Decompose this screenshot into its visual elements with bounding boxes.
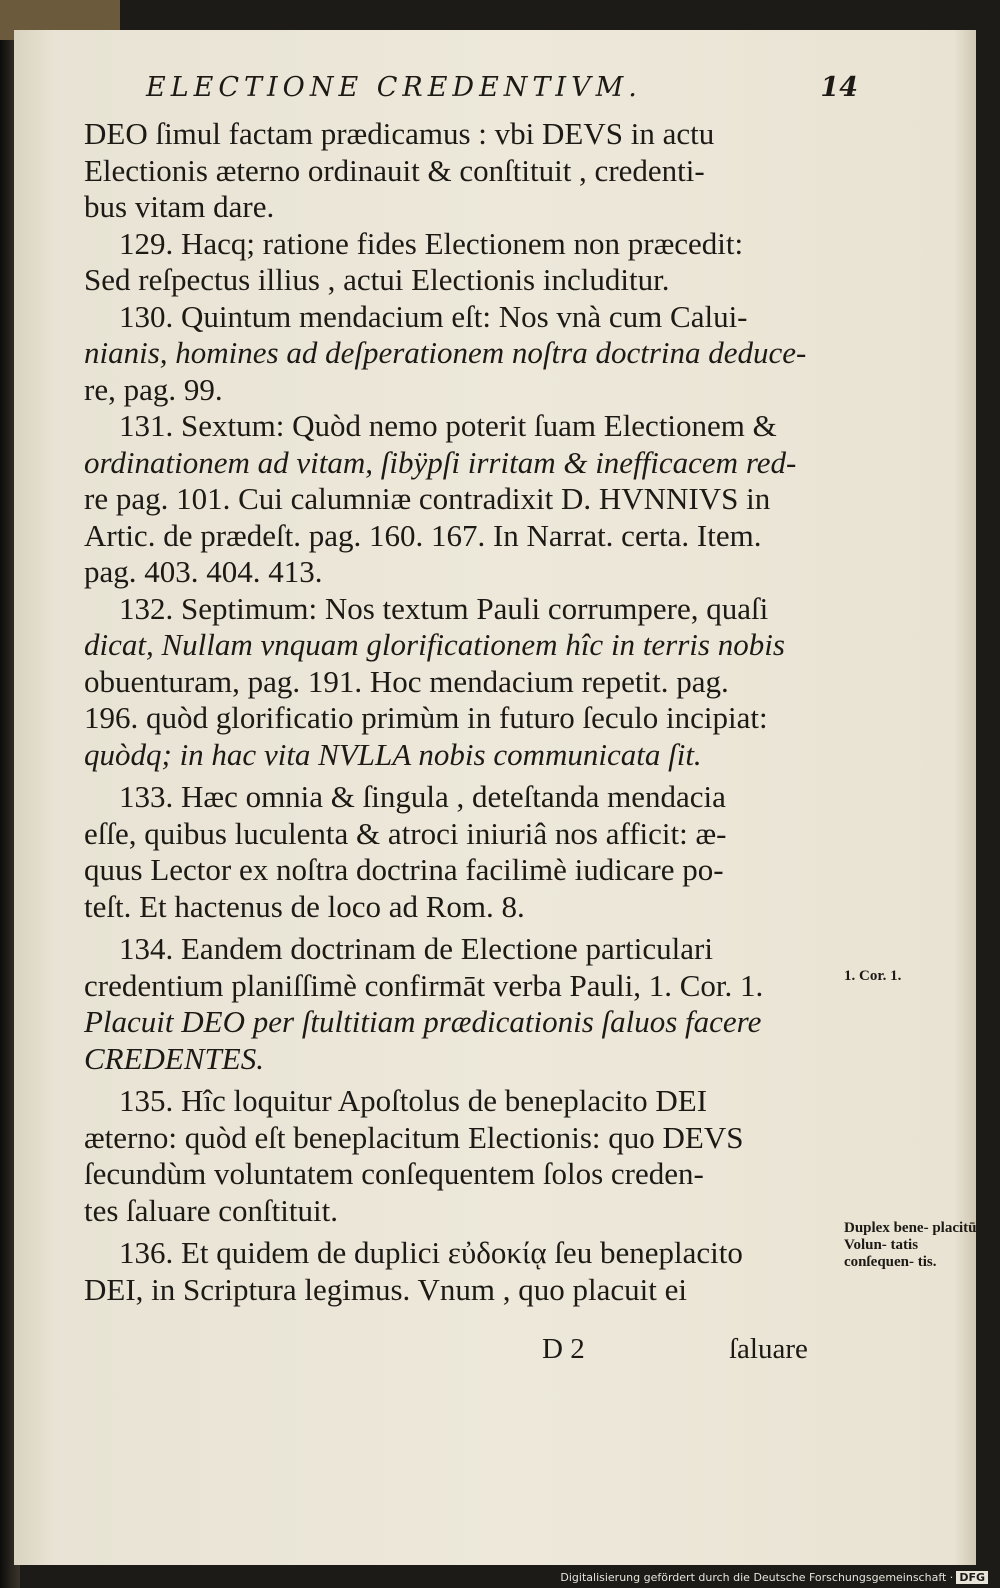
- text-line: DEI, in Scriptura legimus. Vnum , quo placuit ei: [84, 1271, 687, 1307]
- text-line: 134. Eandem doctrinam de Electione particulari: [119, 931, 713, 966]
- text-line: 130. Quintum mendacium eſt: Nos vnà cum Calui-: [119, 298, 748, 334]
- text-line: quòdq; in hac vita NVLLA nobis communicata ſit.: [84, 736, 702, 772]
- text-line: Sed reſpectus illius , actui Electionis includitur.: [84, 262, 670, 297]
- text-line: ſecundùm voluntatem conſequentem ſolos creden-: [84, 1156, 704, 1191]
- body-text: [84, 116, 824, 1308]
- text-line: dicat, Nullam vnquam glorificationem hîc in terris nobis: [84, 627, 785, 662]
- text-line: quus Lector ex noſtra doctrina facilimè iudicare po-: [84, 852, 724, 887]
- text-line: 135. Hîc loquitur Apoſtolus de beneplacito DEI: [119, 1083, 708, 1118]
- signature-mark: D 2: [542, 1333, 585, 1365]
- text-line: Placuit DEO per ſtultitiam prædicationis ſaluos facere: [84, 1004, 762, 1039]
- page-number: 14: [820, 72, 858, 103]
- text-line: DEO ſimul factam prædicamus : vbi DEVS in actu: [84, 116, 715, 151]
- text-line: obuenturam, pag. 191. Hoc mendacium repetit. pag.: [84, 663, 729, 699]
- text-line: 136. Et quidem de duplici εὐδοκίᾳ ſeu beneplacito: [119, 1235, 743, 1270]
- text-line: pag. 403. 404. 413.: [84, 554, 323, 589]
- text-line: Electionis æterno ordinauit & conſtituit , credenti-: [84, 152, 705, 188]
- book-page: [14, 30, 976, 1565]
- catchword: ſaluare: [729, 1333, 808, 1365]
- text-line: nianis, homines ad deſperationem noſtra doctrina deduce-: [84, 335, 807, 370]
- margin-note-reference: 1. Cor. 1.: [844, 968, 902, 984]
- text-line: 196. quòd glorificatio primùm in futuro ſeculo incipiat:: [84, 700, 768, 735]
- text-line: eſſe, quibus luculenta & atroci iniuriâ nos afficit: æ-: [84, 815, 727, 851]
- text-line: re, pag. 99.: [84, 371, 223, 407]
- text-line: 132. Septimum: Nos textum Pauli corrumpere, quaſi: [119, 590, 769, 626]
- running-header: [146, 72, 858, 103]
- running-title: ELECTIONE CREDENTIVM.: [146, 72, 642, 103]
- text-line: 131. Sextum: Quòd nemo poterit ſuam Electionem &: [119, 408, 777, 443]
- text-line: æterno: quòd eſt beneplacitum Electionis: quo DEVS: [84, 1119, 744, 1155]
- digitization-footer: [560, 1571, 988, 1584]
- text-line: bus vitam dare.: [84, 189, 275, 224]
- text-line: CREDENTES.: [84, 1040, 264, 1076]
- text-line: re pag. 101. Cui calumniæ contradixit D. HVNNIVS in: [84, 481, 771, 516]
- text-line: tes ſaluare conſtituit.: [84, 1192, 338, 1228]
- text-line: 129. Hacq; ratione fides Electionem non præcedit:: [119, 225, 744, 261]
- text-line: Artic. de prædeſt. pag. 160. 167. In Narrat. certa. Item.: [84, 517, 762, 553]
- text-line: credentium planiſſimè confirmāt verba Pauli, 1. Cor. 1.: [84, 967, 764, 1003]
- dfg-logo: DFG: [956, 1571, 988, 1584]
- text-line: teſt. Et hactenus de loco ad Rom. 8.: [84, 888, 525, 924]
- text-line: ordinationem ad vitam, ſibÿpſi irritam & inefficacem red-: [84, 444, 797, 480]
- footer-text: Digitalisierung gefördert durch die Deutsche Forschungsgemeinschaft ·: [560, 1571, 954, 1584]
- margin-note-gloss: Duplex bene- placitū Volun- tatis conſequen- tis.: [844, 1220, 977, 1270]
- text-line: 133. Hæc omnia & ſingula , deteſtanda mendacia: [119, 779, 726, 814]
